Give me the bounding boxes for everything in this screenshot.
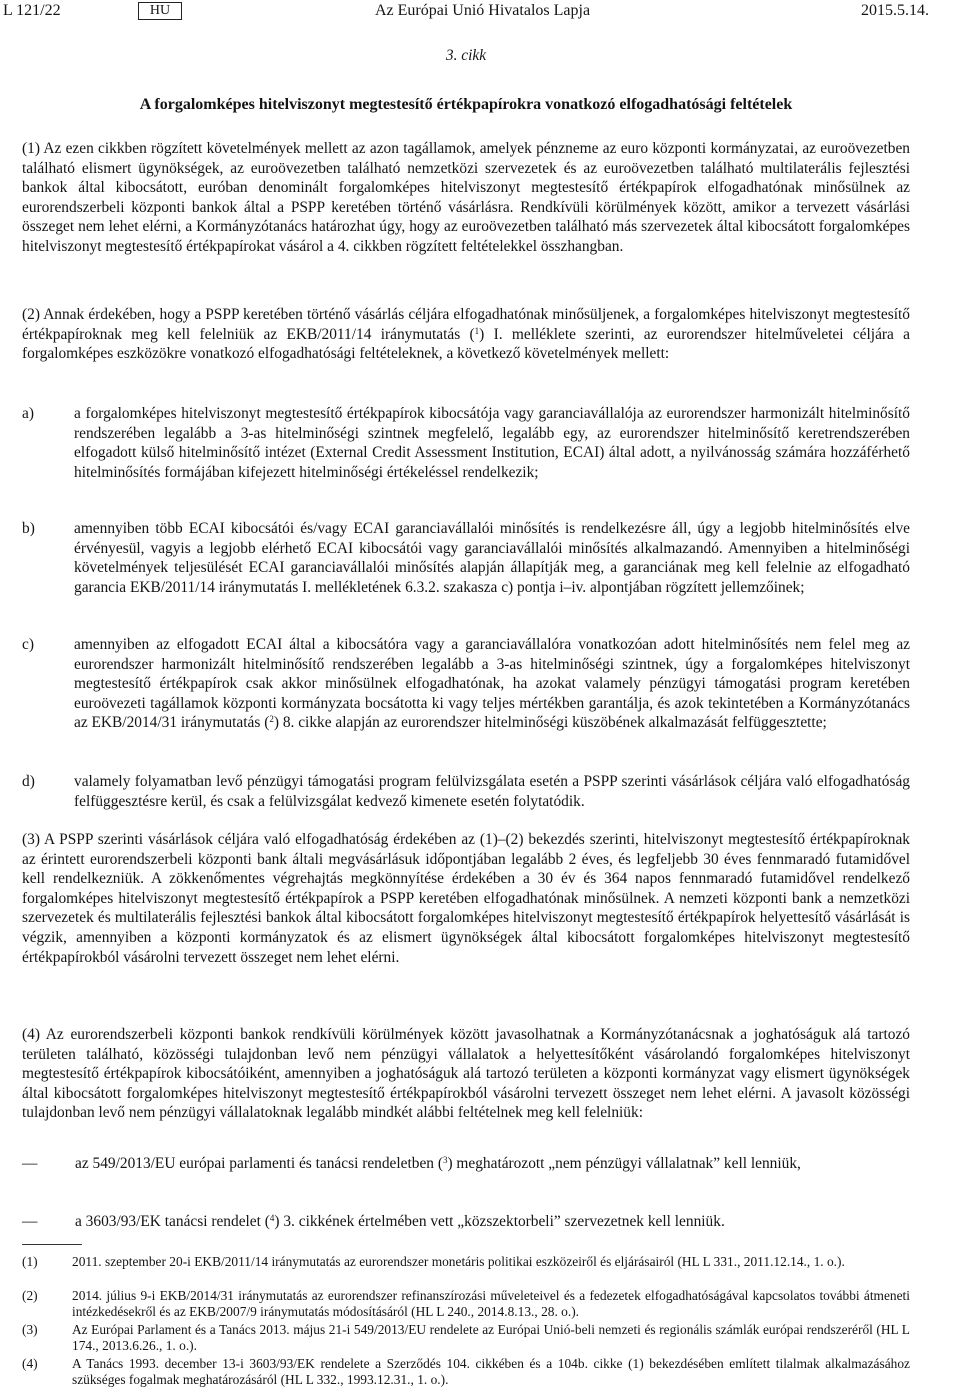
footnote-label: (3) xyxy=(22,1322,38,1337)
footnote-text: Az Európai Parlament és a Tanács 2013. május 21-i 549/2013/EU rendelete az Európai Unió-beli nemzeti és regionális számlák európai rendszeréről (HL L 174., 2013.6.26., 1. o.). xyxy=(72,1322,910,1354)
footnote-3 xyxy=(22,1322,910,1354)
list-item-label: c) xyxy=(22,636,34,653)
journal-reference: L 121/22 xyxy=(3,2,61,19)
footnote-label: (4) xyxy=(22,1356,38,1371)
footnote-ref-2: 2 xyxy=(269,714,274,725)
dash-item-text-b: ) meghatározott „nem pénzügyi vállalatnak” kell lenniük, xyxy=(447,1155,801,1172)
list-item-b xyxy=(22,519,910,597)
paragraph-2 xyxy=(22,305,910,364)
footnote-label: (1) xyxy=(22,1254,38,1269)
list-item-a xyxy=(22,404,910,482)
dash-bullet: — xyxy=(22,1213,38,1230)
dash-item-text-a: az 549/2013/EU európai parlamenti és tanácsi rendeletben ( xyxy=(75,1155,443,1172)
page-header xyxy=(3,0,929,22)
document-page xyxy=(3,0,929,1393)
language-badge: HU xyxy=(138,2,182,20)
footnote-separator xyxy=(22,1244,82,1245)
dash-item-text-a: a 3603/93/EK tanácsi rendelet ( xyxy=(75,1213,270,1230)
paragraph-4: (4) Az eurorendszerbeli központi bankok rendkívüli körülmények között javasolhatnak a Kormányzótanácsnak a joghatóságuk alá tartozó területen található, közösségi tulajdonban levő nem pénzügyi vállalatok a helyettesítőként vásárolandó forgalomképes hitelviszonyt megtestesítő értékpapírok kibocsátóiként, amennyiben a joghatóságuk alá tartozó területen a központi kormányzat vagy elismert ügynökségek által kibocsátott forgalomképes hitelviszonyt megtestesítő értékpapírokból vásárolni tervezett összeget nem lehet elérni. A javasolt közösségi tulajdonban levő nem pénzügyi vállalatoknak legalább mindkét alábbi feltételnek meg kell felelniük: xyxy=(22,1026,910,1122)
article-title: A forgalomképes hitelviszonyt megtestesítő értékpapírokra vonatkozó elfogadhatósági feltételek xyxy=(139,96,793,113)
dash-item-2 xyxy=(22,1212,910,1232)
list-item-label: a) xyxy=(22,405,34,422)
list-item-text xyxy=(74,635,910,733)
footnote-ref-4: 4 xyxy=(269,1213,275,1223)
dash-item-text xyxy=(75,1154,910,1174)
dash-item-1 xyxy=(22,1154,910,1174)
dash-item-text-b: ) 3. cikkének értelmében vett „közszektorbeli” szervezetnek kell lenniük. xyxy=(274,1213,725,1230)
footnote-label: (2) xyxy=(22,1288,38,1303)
list-item-text: a forgalomképes hitelviszonyt megtestesítő értékpapírok kibocsátója vagy garanciavállalója az eurorendszer harmonizált hitelminősítő rendszerében legalább a 3-as hitelminőségi szintnek megfelelő, legalább egy, az eurorendszer hitelminősítő keretrendszerében elfogadott külső hitelminősítő intézet (External Credit Assessment Institution, ECAI) által adott, a nyilvánosság számára hozzáférhető hitelminősítés formájában kifejezett hitelminőségi értékeléssel rendelkezik; xyxy=(74,405,910,481)
list-item-text-b: ) 8. cikke alapján az eurorendszer hitelminőségi küszöbének alkalmazását felfüggesztette; xyxy=(273,714,827,732)
list-item-label: b) xyxy=(22,520,35,537)
footnote-2 xyxy=(22,1288,910,1320)
list-item-text: amennyiben több ECAI kibocsátói és/vagy ECAI garanciavállalói minősítés is rendelkezésre áll, úgy a legjobb hitelminősítés elve érvényesül, vagyis a legjobb elérhető ECAI kibocsátói vagy garanciavállalói minősítés alkalmazandó. Amennyiben a hitelminőségi követelmények teljesülését ECAI garanciavállalói minősítés alapján állapítják meg, a garanciának meg kell felelnie az elfogadható garancia EKB/2011/14 iránymutatás I. mellékletének 6.3.2. szakasza c) pontja i–iv. alpontjában rögzített jellemzőinek; xyxy=(74,520,910,596)
list-item-text: valamely folyamatban levő pénzügyi támogatási program felülvizsgálata esetén a PSPP szerinti vásárlások céljára való elfogadhatóság felfüggesztésre kerül, és csak a felülvizsgálat kedvező kimenete esetén folytatódik. xyxy=(74,773,910,810)
footnote-ref-1: 1 xyxy=(474,325,480,336)
paragraph-1: (1) Az ezen cikkben rögzített követelmények mellett az azon tagállamok, amelyek pénzneme az euro központi kormányzatai, az euroövezetben található elismert ügynökségek, az euroövezetben található nemzetközi szervezetek és az euroövezetben található multilaterális fejlesztési bankok által kibocsátott, euróban denominált forgalomképes hitelviszonyt megtestesítő értékpapírok elfogadhatónak minősülnek az eurorendszerbeli központi bankok által a PSPP keretében történő vásárlásra. Rendkívüli körülmények között, amikor a tervezett vásárlási összeget nem lehet elérni, a Kormányzótanács határozhat úgy, hogy az euroövezetben található más szervezetek által kibocsátott forgalomképes hitelviszonyt megtestesítő értékpapírokat vásárol a 4. cikkben rögzített feltételekkel összhangban. xyxy=(22,140,910,255)
list-item-text-a: amennyiben az elfogadott ECAI által a kibocsátóra vagy a garanciavállalóra vonatkozóan adott hitelminősítés nem felel meg az eurorendszer harmonizált hitelminősítő rendszerében legalább a 3-as hitelminőségi szintnek, úgy a forgalomképes hitelviszonyt megtestesítő értékpapírok csak akkor minősülnek elfogadhatónak, ha azokat valamely pénzügyi támogatási program keretében euroövezeti tagállamok központi kormányzata bocsátotta ki vagy teljes mértékben garantálja, és azok tekintetében a Kormányzótanács az EKB/2014/31 iránymutatás ( xyxy=(74,636,910,732)
footnote-text: 2011. szeptember 20-i EKB/2011/14 iránymutatás az eurorendszer monetáris politikai eszközeiről és eljárásairól (HL L 331., 2011.12.14., 1. o.). xyxy=(72,1254,845,1269)
paragraph-2-text-a: (2) Annak érdekében, hogy a PSPP keretében történő vásárlás céljára elfogadhatónak minősüljenek, a forgalomképes hitelviszonyt megtestesítő értékpapíroknak meg kell felelniük az EKB/2011/14 iránymutatás ( xyxy=(22,306,910,343)
footnote-4 xyxy=(22,1356,910,1388)
journal-title: Az Európai Unió Hivatalos Lapja xyxy=(375,2,591,19)
article-number: 3. cikk xyxy=(445,47,487,64)
paragraph-2-text-b: ) I. melléklete szerinti, az eurorendszer hitelműveletei céljára a forgalomképes eszközökre vonatkozó elfogadhatósági feltételeknek, a következő követelmények mellett: xyxy=(22,325,910,363)
list-item-d xyxy=(22,772,910,811)
paragraph-3: (3) A PSPP szerinti vásárlások céljára való elfogadhatóság érdekében az (1)–(2) bekezdés szerinti, hitelviszonyt megtestesítő értékpapíroknak az érintett eurorendszerbeli központi bank általi megvásárlásuk időpontjában legalább 2 éves, és legfeljebb 30 éves fennmaradó futamidővel kell rendelkezniük. A zökkenőmentes végrehajtás megkönnyítése érdekében a 30 év és 364 napos fennmaradó futamidővel rendelkező forgalomképes hitelviszonyt megtestesítő értékpapírok a PSPP keretében elfogadhatónak minősülnek. A nemzeti központi bank a nemzetközi szervezetek és multilaterális fejlesztési bankok által kibocsátott forgalomképes hitelviszonyt megtestesítő értékpapírok helyettesítő vásárlását is végzik, amennyiben a központi kormányzatok és az elismert ügynökségek által kibocsátott forgalomképes hitelviszonyt megtestesítő értékpapírokból vásárolni tervezett összeget nem lehet elérni. xyxy=(22,831,910,966)
footnote-ref-3: 3 xyxy=(442,1155,448,1165)
footnote-1 xyxy=(22,1254,910,1270)
publication-date: 2015.5.14. xyxy=(861,2,929,19)
footnote-text: A Tanács 1993. december 13-i 3603/93/EK rendelete a Szerződés 104. cikkében és a 104b. cikke (1) bekezdésében említett tilalmak alkalmazásához szükséges fogalmak meghatározásáról (HL L 332., 1993.12.31., 1. o.). xyxy=(72,1356,910,1388)
footnote-text: 2014. július 9-i EKB/2014/31 iránymutatás az eurorendszer refinanszírozási műveleteivel és a fedezetek elfogadhatóságával kapcsolatos további átmeneti intézkedésekről és az EKB/2007/9 iránymutatás módosításáról (HL L 240., 2014.8.13., 28. o.). xyxy=(72,1288,910,1320)
dash-bullet: — xyxy=(22,1155,38,1172)
dash-item-text xyxy=(75,1212,910,1232)
list-item-c xyxy=(22,635,910,733)
list-item-label: d) xyxy=(22,773,35,790)
